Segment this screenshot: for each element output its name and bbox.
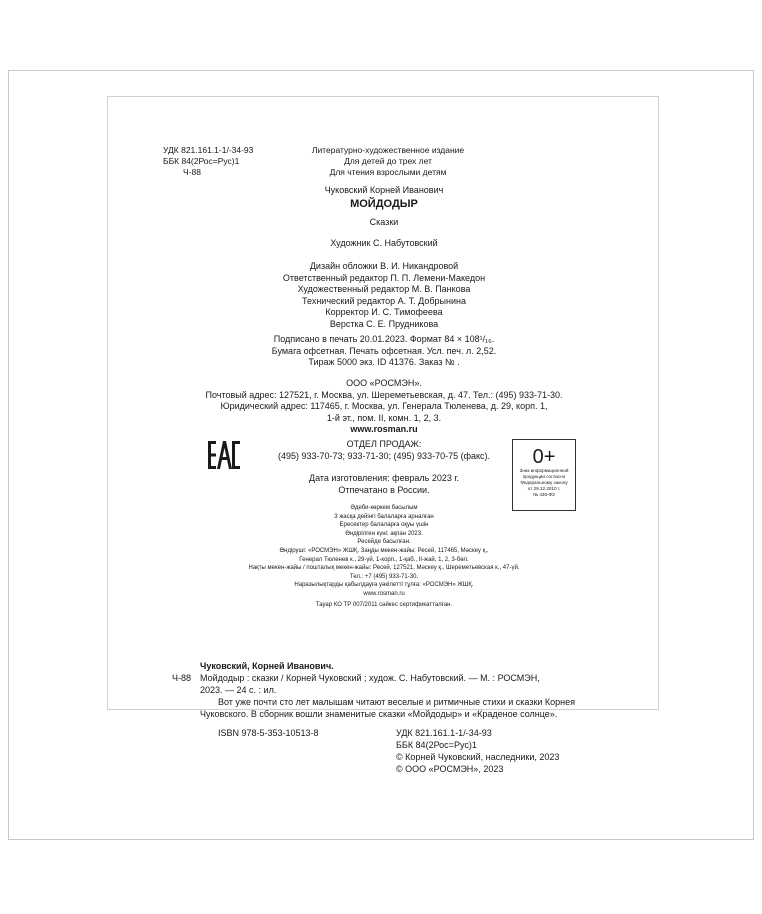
catalog-code: Ч-88 bbox=[172, 673, 192, 683]
kazakh-line: Өндіруші: «РОСМЭН» ЖШҚ. Заңды мекен-жайы: Ресей, 117465, Мәскеу қ., bbox=[279, 547, 489, 554]
kazakh-line: Нақты мекен-жайы / пошталық мекен-жайы: Ресей, 127521, Мәскеу қ., Шереметьевская к., 47-үй. bbox=[248, 565, 520, 572]
catalog-description: Мойдодыр : сказки / Корней Чуковский ; худож. С. Набутовский. — М. : РОСМЭН, bbox=[200, 673, 540, 683]
kazakh-line: Генерал Тюленев к., 29-үй, 1-корп., 1-қаб., ІІ-жай, 1, 2, 3-бөл. bbox=[299, 556, 469, 563]
bbk-code: ББК 84(2Рос=Рус)1 bbox=[163, 156, 240, 166]
credits-block bbox=[108, 261, 659, 330]
age-rating-value: 0+ bbox=[532, 446, 556, 468]
book-subtitle: Сказки bbox=[369, 217, 399, 227]
imprint-page bbox=[107, 96, 659, 710]
catalog-author-heading: Чуковский, Корней Иванович. bbox=[200, 661, 334, 671]
book-title: МОЙДОДЫР bbox=[350, 198, 418, 210]
kazakh-line: Ресейде басылған. bbox=[357, 539, 411, 546]
age-note-line: продукции согласно bbox=[522, 474, 566, 479]
publisher-block bbox=[108, 378, 659, 436]
kazakh-line: Өндірілген күні: ақпан 2023. bbox=[345, 530, 423, 537]
credit-line: Технический редактор А. Т. Добрынина bbox=[302, 295, 466, 306]
credit-line: Верстка С. Е. Прудникова bbox=[329, 318, 439, 329]
age-note-line: Федеральному закону bbox=[520, 480, 568, 485]
kazakh-line: Тел.: +7 (495) 933-71-30. bbox=[349, 573, 419, 580]
credit-line: Ответственный редактор П. П. Лемени-Македон bbox=[282, 272, 486, 283]
catalog-annotation: Вот уже почти сто лет малышам читают веселые и ритмичные стихи и сказки Корнея bbox=[218, 697, 576, 707]
credit-line: Дизайн обложки В. И. Никандровой bbox=[309, 261, 459, 271]
age-note-line: № 436-ФЗ bbox=[533, 492, 555, 497]
print-info-line: Подписано в печать 20.01.2023. Формат 84 × 108¹/₁₆. bbox=[273, 334, 495, 344]
kazakh-line: Наразылықтарды қабылдауға уәкілетті тұлға: «РОСМЭН» ЖШҚ. bbox=[294, 582, 474, 589]
sales-block bbox=[108, 439, 659, 462]
catalog-udk: УДК 821.161.1-1/-34-93 bbox=[396, 728, 492, 738]
genre-block bbox=[268, 145, 508, 178]
manufacture-line: Отпечатано в России. bbox=[338, 484, 430, 495]
kazakh-line: Әдеби-көркем басылым bbox=[350, 505, 418, 511]
genre-line: Для чтения взрослыми детям bbox=[329, 167, 447, 177]
manufacture-line: Дата изготовления: февраль 2023 г. bbox=[308, 473, 460, 483]
kazakh-line: 3 жасқа дейінгі балаларға арналған bbox=[334, 513, 434, 520]
kazakh-block bbox=[108, 504, 659, 599]
print-info-line: Бумага офсетная. Печать офсетная. Усл. печ. л. 2,52. bbox=[271, 345, 497, 356]
isbn: ISBN 978-5-353-10513-8 bbox=[218, 728, 319, 738]
kazakh-cert: Тауар КО ТР 007/2011 сәйкес сертификатталған. bbox=[315, 602, 453, 608]
copyright-line: © Корней Чуковский, наследники, 2023 bbox=[396, 752, 560, 762]
publisher-line: Юридический адрес: 117465, г. Москва, ул. Генерала Тюленева, д. 29, корп. 1, bbox=[220, 401, 548, 411]
age-note-line: от 29.12.2010 г. bbox=[527, 486, 561, 491]
age-note-line: Знак информационной bbox=[519, 468, 569, 473]
catalog-description: 2023. — 24 с. : ил. bbox=[200, 685, 277, 695]
website-link[interactable]: www.rosman.ru bbox=[350, 424, 418, 434]
credit-line: Корректор И. С. Тимофеева bbox=[325, 307, 443, 317]
publisher-line: Почтовый адрес: 127521, г. Москва, ул. Шереметьевская, д. 47. Тел.: (495) 933-71-30. bbox=[205, 389, 563, 400]
kazakh-line: www.rosman.ru bbox=[363, 590, 405, 597]
manufacture-block bbox=[108, 473, 659, 496]
age-rating-badge bbox=[512, 439, 576, 511]
print-info-line: Тираж 5000 экз. ID 41376. Заказ № . bbox=[308, 357, 460, 367]
author-name: Чуковский Корней Иванович bbox=[324, 185, 444, 195]
author-mark: Ч-88 bbox=[183, 167, 201, 177]
sales-phones: (495) 933-70-73; 933-71-30; (495) 933-70-75 (факс). bbox=[277, 450, 491, 461]
publisher-line: ООО «РОСМЭН». bbox=[346, 378, 422, 388]
publisher-line: 1-й эт., пом. II, комн. 1, 2, 3. bbox=[326, 412, 442, 423]
kazakh-line: Ересектер балаларға оқуы үшін bbox=[339, 522, 429, 529]
udk-code: УДК 821.161.1-1/-34-93 bbox=[163, 145, 254, 155]
genre-line: Для детей до трех лет bbox=[344, 156, 432, 166]
print-info bbox=[108, 334, 659, 369]
genre-line: Литературно-художественное издание bbox=[311, 145, 465, 155]
sales-label: ОТДЕЛ ПРОДАЖ: bbox=[346, 439, 422, 449]
copyright-line: © ООО «РОСМЭН», 2023 bbox=[396, 764, 504, 774]
illustrator: Художник С. Набутовский bbox=[330, 238, 438, 248]
credit-line: Художественный редактор М. В. Панкова bbox=[297, 284, 471, 294]
catalog-annotation: Чуковского. В сборник вошли знаменитые сказки «Мойдодыр» и «Краденое солнце». bbox=[200, 709, 558, 719]
catalog-bbk: ББК 84(2Рос=Рус)1 bbox=[396, 740, 477, 750]
